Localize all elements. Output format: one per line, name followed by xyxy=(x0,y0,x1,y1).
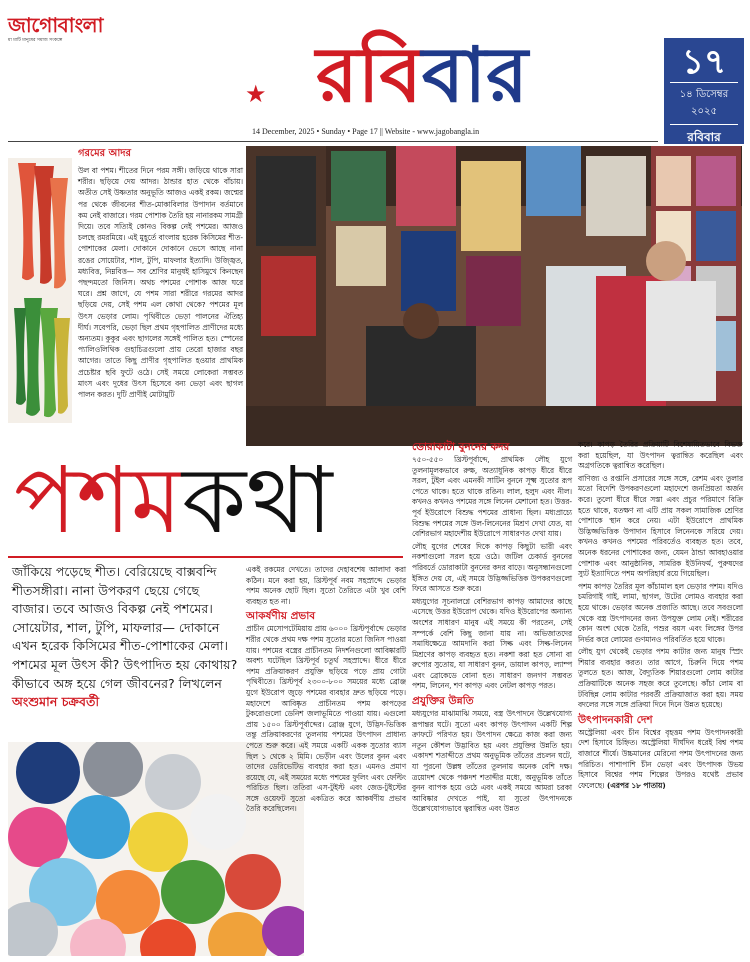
col4-body5-text: অস্ট্রেলিয়া এবং চীন বিশ্বের বৃহত্তম পশম উৎপাদনকারী দেশ হিসাবে চিহ্নিত। অস্ট্রেলিয়া দীর্ঘদিন ধরেই বিশ্ব পশম বাজারে শীর্ষে। উচ্চমানের মেরিনো পশম উৎপাদনের জন্য পরিচিত। পাশাপাশি চীন ভেড়া এবং উৎপাদক উভয় হিসাবে বিশ্বের পশম শিল্পের উপরও যথেষ্ট প্রভাব ফেলেছে। xyxy=(578,727,743,790)
date-day-month: ১৪ ডিসেম্বর xyxy=(679,89,729,100)
col4-body3: পশম কাপড় তৈরির মূল কাঁচামাল হল ভেড়ার পশম। যদিও চমরিগাই গাই, লামা, ছাগল, উটের লোমও ব্যবহার করা হয়ে থাকে। ভেড়ার অনেক প্রজাতি আছে। তবে সবগুলো থেকে বস্ত্র উৎপাদনের জন্য উপযুক্ত লোম নেই। শরীরের কোন অংশ থেকে তৈরি, পশুর বয়স এবং লিঙ্গের উপর নির্ভর করে লোমের গুণমানও পরিবর্তিত হয়ে থাকে। xyxy=(578,581,743,644)
date-box xyxy=(664,38,744,144)
article-column-4 xyxy=(578,440,743,793)
col3-body2: লৌহ যুগের শেষের দিকে কাপড় কিছুটা ভারী এবং নকশাগুলো সরল হয়ে ওঠে। জটিল চেকার্ড বুননের পরিবর্তে ডোরাকাটা বুননের কদর বাড়ে। অনুসন্ধানগুলো ইঙ্গিত দেয় যে, এই সময়ে উদ্ভিজ্জভিত্তিক উপকরণগুলো ফিরে আসতে শুরু করে। xyxy=(412,541,572,594)
intro-text: জাঁকিয়ে পড়েছে শীত। বেরিয়েছে বাক্সবন্দি শীতসঙ্গীরা। নানা উপকরণ ছেয়ে গেছে বাজার। তবে আজও বিকল্প নেই পশমের। সোয়েটার, শাল, টুপি, মাফলার— দোকানে এখন হরেক কিসিমের শীত-পোশাকের মেলা। পশমের মূল উৎস কী? উৎপাদিত হয় কোথায়? কীভাবে অঙ্গ হয়ে গেল জীবনের? লিখলেন xyxy=(12,564,238,691)
brand-tagline: মা মাটি মানুষের সমাজ সংকল্পে xyxy=(8,38,63,43)
headline-part2: কথা xyxy=(181,447,333,554)
col4-body2: বাণিজ্য ও রপ্তানি প্রসারের সঙ্গে সঙ্গে, রেশম এবং তুলার মতো বিদেশি উপকরণগুলো মহাদেশে জনপ্রিয়তা অর্জন করে। তুলো ধীরে ধীরে সস্তা এবং প্রচুর পরিমাণে বিক্রি হতে থাকে, যতক্ষণ না এটি প্রায় সকল সামাজিক শ্রেণির পোশাকে স্থান করে নেয়। এটা ইউরোপে প্রাথমিক উদ্ভিজ্জভিত্তিক উপাদান হিসাবে লিনেনকে সরিয়ে দেয়। কখনও কখনও পশমের পরিবর্তেও ব্যবহৃত হত। তবে, অনেক ধরনের পোশাকের জন্য, যেমন ঠান্ডা আবহাওয়ার পোশাক এবং আনুষ্ঠানিক, সামরিক ইউনিফর্ম, পুরুষদের স্যুট ইত্যাদিতে পশম অপরিহার্য রয়ে গিয়েছিল। xyxy=(578,473,743,579)
star-icon: ★ xyxy=(245,80,267,108)
sidebar-body: উল বা পশম। শীতের দিনে পরম সঙ্গী। জড়িয়ে থাকে সারা শরীর। ছড়িয়ে দেয় আদর। ঠান্ডার হাত থেকে বাঁচায়। অতীত সেই উষ্ণতার অনুভূতি আজও একই রকম। জন্মের পর থেকে জীবনের শীত-মোকাবিলার উপাদান বর্তমানে কম নেই বাজারে। গরম পোশাক তৈরি হয় নানারকম সামগ্রী দিয়ে। তবে সত্যিই কোনও বিকল্প নেই পশমের। আজও চলছে রমরমিয়ে। এই মুহূর্তে বাংলায় হরেক কিসিমের শীত-পোশাকের মেলা। দোকানে দোকানে ভেসে আছে নানা রঙের সোয়েটার, শাল, টুপি, মাফলার ইত্যাদি। উজ্জ্বিত, মধ্যবিত্ত, নিম্নবিত্ত— সব শ্রেণির মানুষই হাসিমুখে কিনছেন পছন্দমতো জিনিস। অথচ পশমের পোশাক আজ ঘরে ঘরে। প্রশ্ন জাগে, যে পশম সারা শরীরে গরমের আদর ছড়িয়ে দেয়, সেই পশম এল কোথা থেকে? পশমের মূল উৎস ভেড়ার লোম। পৃথিবীতে ভেড়া পালনের ঐতিহ্য দীর্ঘ। সবেপরি, ভেড়া ছিল প্রথম গৃহপালিত প্রাণীদের মধ্যে অন্যতম। কুকুর এবং ছাগলের সঙ্গেই পালিত হত। স্পেনের প্যালিওলিথিক গুহাচিত্রগুলো প্রায় তেরো হাজার বছর আগের। তাতে কিছু প্রাণীর গৃহপালিত হওয়ার প্রাথমিক প্রচেষ্টার ছবি ফুটে ওঠে। সেই সময়ে লোকেরা সম্ভবত মাংস এবং দুধের উৎস হিসেবে বন্য ভেড়া এবং ছাগল পালন করত। দুটি প্রাণীই মোটামুটি xyxy=(78,166,243,400)
col4-body1: করে। কাপড় তৈরির প্রক্রিয়াটি বিশেষায়িতভাবে বিভক্ত করা হয়েছিল, যা উৎপাদন ত্বরান্বিত করেছিল এবং অগ্রগতিকে ত্বরান্বিত করেছিল। xyxy=(578,440,743,471)
section-title xyxy=(232,30,612,120)
headline-part1: পশম xyxy=(14,447,182,554)
brand xyxy=(8,14,108,44)
intro-standfirst xyxy=(12,563,240,712)
article-column-2 xyxy=(246,565,406,817)
market-photo xyxy=(246,146,742,446)
col3-body4: মধ্যযুগের মাঝামাঝি সময়ে, বস্ত্র উৎপাদনে উল্লেখযোগ্য রূপান্তর ঘটে। সুতো এবং কাপড় উৎপাদন একটি শিল্প ক্রাফটে পরিণত হয়। উৎপাদন ক্ষেত্রে কাজ করা জন্য নতুন কৌশল উদ্ভাবিত হয় এবং প্রযুক্তির উন্নতি হয়। একাদশ শতাব্দীতে প্রথম অনুভূমিক তাঁতের প্রচলন ঘটে, যা পুরনো উল্লম্ব তাঁতের তুলনায় অনেক বেশি দক্ষ। ত্রয়োদশ থেকে পঞ্চদশ শতাব্দীর মধ্যে, অনুভূমিক তাঁতে বুনন ব্যাপক হয়ে ওঠে এবং একই সময়ে আমরা চরকা আবিষ্কার দেখতে পাই, যা সুতো উৎপাদনকে উল্লেখযোগ্যভাবে ত্বরান্বিত এবং উন্নত xyxy=(412,709,572,814)
author-name: অংশুমান চক্রবর্তী xyxy=(12,694,100,710)
article-column-3 xyxy=(412,440,572,817)
section-title-part2: বার xyxy=(421,30,528,119)
col3-heading2: প্রযুক্তির উন্নতি xyxy=(412,695,474,708)
col2-heading: আকর্ষণীয় প্রভাব xyxy=(246,610,316,623)
date-weekday: রবিবার xyxy=(687,130,721,144)
col2-body: প্রাচীন মেসোপটেমিয়ায় প্রায় ৬০০০ খ্রিস্টপূর্বাব্দে ভেড়ার শরীর থেকে প্রথম দক্ষ পশম সুতোর মতো জিনিস পাওয়া যায়। পশমের বস্ত্রের প্রাচীনতম নিদর্শনগুলো আবিষ্কারটি অবশ্য ঘটেছিল খ্রিস্টপূর্ব চতুর্থ সহস্রাব্দে। ধীরে ধীরে পশম প্রক্রিয়াকরণ প্রযুক্তি ছড়িয়ে পড়ে প্রায় গোটা পৃথিবীতে। খ্রিস্টপূর্ব ২৩০০-৮০০ সময়ের মধ্যে ব্রোঞ্জ যুগে ইউরোপ জুড়ে পশমের ব্যবহার দ্রুত ছড়িয়ে পড়ে। মহাদেশে আবিষ্কৃত প্রাচীনতম পশম কাপড়ের টুকরোগুলো ডেনিশ জলাভূমিতে পাওয়া যায়। এগুলো প্রায় ১৫০০ খ্রিস্টপূর্বাব্দের। ব্রোঞ্জ যুগে, উদ্ভিদ-ভিত্তিক তন্তু প্রক্রিয়াকরণের তুলনায় পশমের উৎপাদন প্রাধান্য পেতে শুরু করে। এই সময়ে একটি একক সুতোর ব্যাস ছিল ১ থেকে ২ মিমি। ভেড়ীন এবং উলের বুনন এবং তাদের ডেরিভেটিভ ব্যবহার করা হত। এমনও প্রমাণ রয়েছে যে, এই সময়ের মধ্যে পশমের ফুলিং এবং ফেল্টিং পরিচিত ছিল। ততিরা এস-টুইস্ট এবং জেড-টুইস্টের সঙ্গে ওয়েফট সুতো একত্রিত করে আকর্ষণীয় প্রভাব তৈরি করেছিলেন। xyxy=(246,624,406,814)
main-headline xyxy=(14,442,333,560)
col4-body4: লৌহ যুগ থেকেই ভেড়ার পশম কাটার জন্য মানুষ স্প্রিং শিয়ার ব্যবহার করত। তার আগে, চিরুনি দিয়ে পশম তুলতে হত। আজ, বৈদ্যুতিক শিয়ারগুলো লোম কাটার প্রক্রিয়াটিকে অনেক সহজ করে তুলেছে। কাঁচা লোম বা টবিছিন্ন লোম কাটার পরবর্তী প্রক্রিয়াজাত করা হয়। সময় বদলের সঙ্গে সঙ্গে প্রক্রিয়া দিনে দিনে উন্নত হয়েছে। xyxy=(578,647,743,710)
page-number: ১৭ xyxy=(670,42,738,83)
sidebar-article xyxy=(78,146,243,400)
date-year: ২০২৫ xyxy=(670,104,738,125)
wool-skeins-photo xyxy=(8,158,72,423)
masthead-rule xyxy=(8,141,658,142)
continued-note[interactable]: (এরপর ১৮ পাতায়) xyxy=(606,780,666,790)
col4-heading: উৎপাদনকারী দেশ xyxy=(578,713,653,726)
col3-heading: ডোরাকাটা বুননের কদর xyxy=(412,441,510,453)
sidebar-heading: গরমের আদর xyxy=(78,148,132,159)
headline-rule xyxy=(8,556,403,558)
col2-lead: একই রকমের দেখতে। তাদের দেহাবশেষ আলাদা করা কঠিন। মনে করা হয়, খ্রিস্টপূর্ব নবম সহস্রাব্দে ভেড়ার পশম অনেক ছোট ছিল। সুতো তৈরিতে এটা খুব বেশি ব্যবহৃত হত না। xyxy=(246,565,406,606)
brand-logo: জাগোবাংলা xyxy=(8,13,103,37)
section-title-part1: রবি xyxy=(315,30,422,119)
col4-body5 xyxy=(578,728,743,792)
col3-body3: মধ্যযুগের সূচনালগ্নে বেশিরভাগ কাপড় আমাদের কাছে এসেছে উত্তর ইউরোপ থেকে। যদিও ইউরোপের অন্যান্য অংশের সাধারণ মানুষ এই সময়ে কী পরতেন, সেই সম্পর্কে বেশি কিছু জানা যায় না। অভিজাতদের সমাধিক্ষেত্রে আমদানি করা সিল্ক এবং সিল্ক-লিনেন মিশ্রণের কাপড় ব্যবহৃত হত। নকশা করা হত সোনা বা রুপোর সুতোয়, যা সাধারণ বুনন, ডায়াল কাপড়, ল্যাম্প এবং ব্রোকেডে বোনা হত। সাধারণ জনগণ সম্ভবত পশম, লিনেন, শণ কাপড় এবং নেটল কাপড় পরত। xyxy=(412,596,572,691)
dateline: 14 December, 2025 • Sunday • Page 17 || Website - www.jagobangla.in xyxy=(252,127,480,136)
col3-body1: ৭৫০-৫৫০ খ্রিস্টপূর্বাব্দে, প্রাথমিক লৌহ যুগে তুলনামূলকভাবে রুক্ষ, অত্যাধুনিক কাপড় ধীরে ধীরে সরল, টুইল এবং এমনকী সাটিন বুননে সূক্ষ্ম সুতোর রূপ পেতে থাকে। হতে থাকে রঙিন। লাল, হলুদ এবং নীল। কখনও কখনও পশমের সঙ্গে লিনেন মেশানো হত। উত্তর-পূর্ব ইউরোপে বিশুদ্ধ পশমের প্রাধান্য ছিল। মধ্যপ্রাচ্যে বিশুদ্ধ পশমের সঙ্গে উল-লিনেনের মিশ্রণ দেখা যেত, যা বেশিরভাগ মহাদেশীয় ইউরোপে সাধারণত দেখা যায়। xyxy=(412,455,572,539)
